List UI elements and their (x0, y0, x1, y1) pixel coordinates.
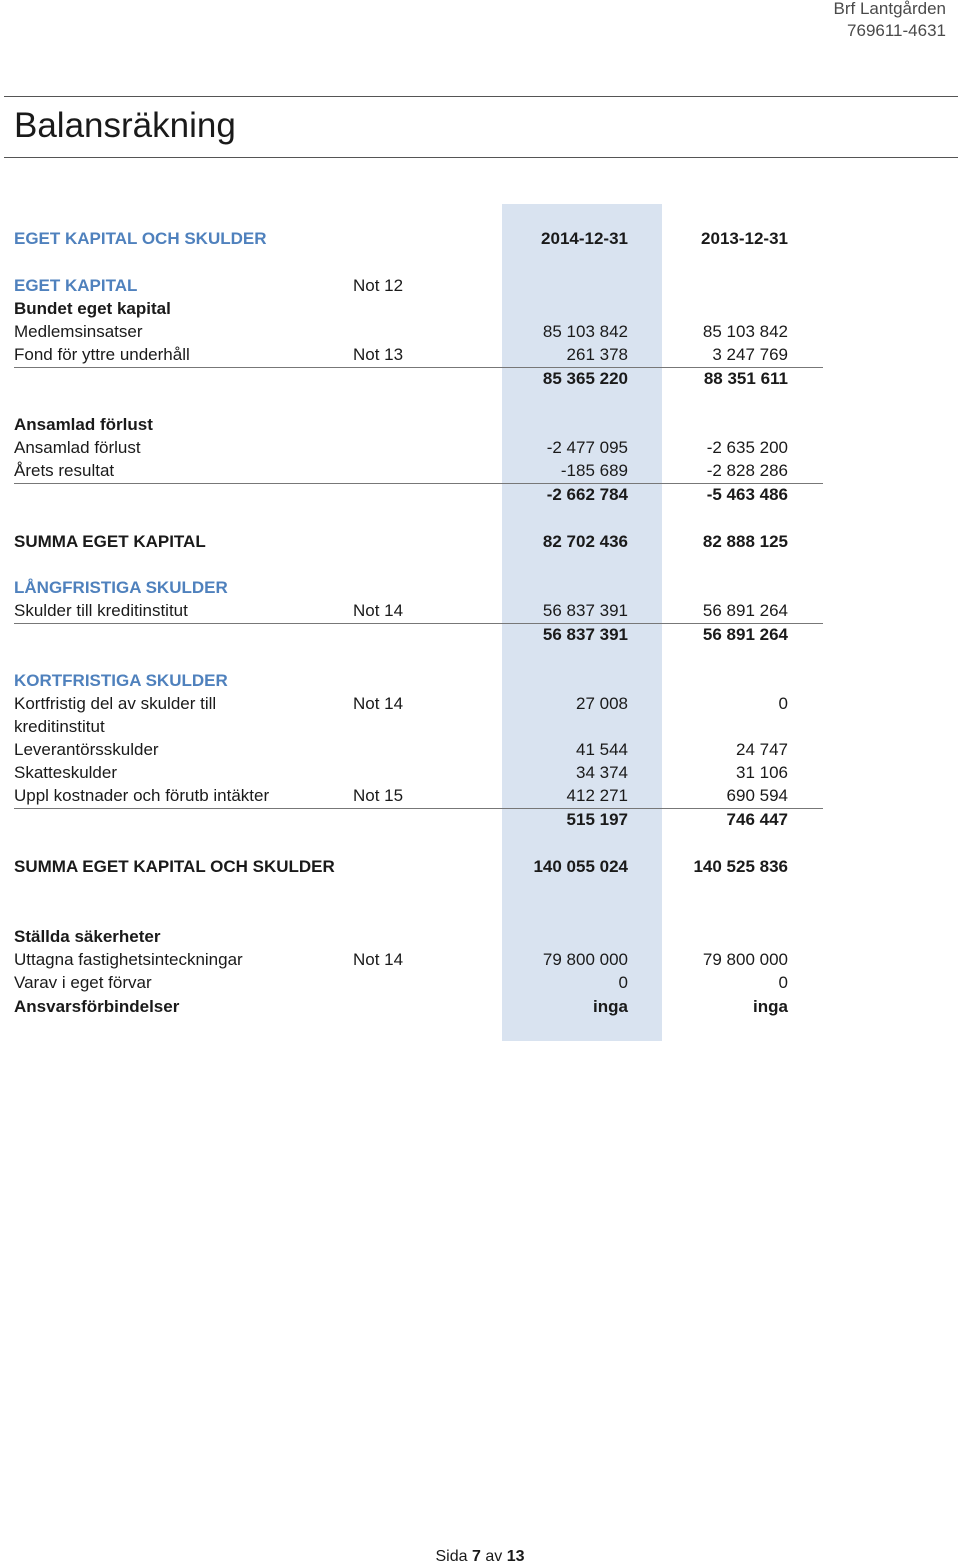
table-row (14, 971, 824, 994)
row-label: Varav i eget förvar (14, 973, 152, 992)
row-label: Skatteskulder (14, 763, 117, 782)
ansvar-2013: inga (753, 997, 788, 1016)
row-label-line2: kreditinstitut (14, 717, 105, 736)
total-2013: 82 888 125 (702, 532, 788, 551)
subtotal-row (14, 623, 824, 646)
row-label: Uppl kostnader och förutb intäkter (14, 786, 270, 805)
value-2013: 0 (778, 694, 788, 713)
note-ref: Not 14 (353, 694, 404, 713)
value-2013: 24 747 (736, 740, 788, 759)
value-2013: 690 594 (726, 786, 788, 805)
footer-prefix: Sida (435, 1548, 468, 1565)
value-2013: -2 828 286 (706, 461, 788, 480)
org-number: 769611-4631 (847, 21, 946, 40)
section-title: EGET KAPITAL OCH SKULDER (14, 229, 267, 248)
subtotal-2014: -2 662 784 (546, 485, 628, 504)
ansvar-label: Ansvarsförbindelser (14, 997, 180, 1016)
value-2013: 31 106 (736, 763, 788, 782)
note-ref: Not 13 (353, 345, 404, 364)
document-header (834, 0, 946, 42)
value-2014: -185 689 (560, 461, 628, 480)
column-header-2014: 2014-12-31 (541, 229, 628, 248)
value-2013: 3 247 769 (712, 345, 788, 364)
row-label: Årets resultat (14, 461, 115, 480)
note-ref: Not 15 (353, 786, 404, 805)
value-2014: 56 837 391 (542, 601, 628, 620)
title-rule-bottom (4, 157, 958, 158)
eget-kapital-heading-row (14, 274, 824, 297)
subtotal-row (14, 808, 824, 831)
subtotal-row (14, 367, 824, 390)
ansvar-2014: inga (593, 997, 628, 1016)
grand-total-row (14, 855, 824, 878)
subtotal-row (14, 483, 824, 506)
value-2014: 412 271 (566, 786, 628, 805)
column-header-2013: 2013-12-31 (701, 229, 788, 248)
total-row (14, 530, 824, 553)
kortfristiga-heading: KORTFRISTIGA SKULDER (14, 671, 228, 690)
stallda-heading: Ställda säkerheter (14, 927, 161, 946)
subtotal-2013: -5 463 486 (706, 485, 788, 504)
note-ref: Not 14 (353, 950, 404, 969)
bundet-heading: Bundet eget kapital (14, 299, 171, 318)
table-row (14, 459, 824, 482)
grand-total-label: SUMMA EGET KAPITAL OCH SKULDER (14, 857, 335, 876)
table-row (14, 692, 824, 715)
value-2013: 85 103 842 (702, 322, 788, 341)
subtotal-2013: 746 447 (726, 810, 788, 829)
value-2013: 0 (778, 973, 788, 992)
note-ref: Not 12 (353, 276, 404, 295)
table-row (14, 343, 824, 366)
table-row-continuation (14, 715, 824, 738)
total-label: SUMMA EGET KAPITAL (14, 532, 206, 551)
footer-sep: av (485, 1548, 503, 1565)
row-label: Medlemsinsatser (14, 322, 143, 341)
row-label: Uttagna fastighetsinteckningar (14, 950, 243, 969)
row-label: Kortfristig del av skulder till (14, 694, 217, 713)
value-2014: -2 477 095 (546, 438, 628, 457)
table-row (14, 784, 824, 807)
eget-kapital-heading: EGET KAPITAL (14, 276, 138, 295)
table-row (14, 599, 824, 622)
forlust-heading-row (14, 413, 824, 436)
subtotal-2013: 88 351 611 (703, 369, 788, 388)
value-2013: 79 800 000 (702, 950, 788, 969)
row-label: Skulder till kreditinstitut (14, 601, 188, 620)
value-2014: 0 (618, 973, 628, 992)
stallda-heading-row (14, 925, 824, 948)
row-label: Ansamlad förlust (14, 438, 141, 457)
value-2014: 27 008 (576, 694, 628, 713)
table-row (14, 436, 824, 459)
title-rule-top (4, 96, 958, 97)
value-2014: 261 378 (566, 345, 628, 364)
grand-total-2013: 140 525 836 (693, 857, 788, 876)
subtotal-2014: 85 365 220 (542, 369, 628, 388)
value-2014: 79 800 000 (542, 950, 628, 969)
langfristiga-heading-row (14, 576, 824, 599)
subtotal-2014: 515 197 (566, 810, 628, 829)
grand-total-2014: 140 055 024 (533, 857, 628, 876)
footer-page-total: 13 (506, 1548, 525, 1565)
kortfristiga-heading-row (14, 669, 824, 692)
value-2013: -2 635 200 (706, 438, 788, 457)
note-ref: Not 14 (353, 601, 404, 620)
value-2014: 41 544 (576, 740, 628, 759)
subtotal-2013: 56 891 264 (702, 625, 788, 644)
subtotal-2014: 56 837 391 (542, 625, 628, 644)
langfristiga-heading: LÅNGFRISTIGA SKULDER (14, 578, 228, 597)
table-row (14, 948, 824, 971)
table-header-row (14, 227, 824, 250)
value-2014: 34 374 (576, 763, 628, 782)
value-2014: 85 103 842 (542, 322, 628, 341)
ansvar-row (14, 995, 824, 1018)
row-label: Leverantörsskulder (14, 740, 159, 759)
row-label: Fond för yttre underhåll (14, 345, 190, 364)
page-footer (0, 1546, 960, 1568)
bundet-heading-row (14, 297, 824, 320)
forlust-heading: Ansamlad förlust (14, 415, 153, 434)
table-row (14, 320, 824, 343)
total-2014: 82 702 436 (542, 532, 628, 551)
footer-page-number: 7 (471, 1548, 481, 1565)
page-title: Balansräkning (14, 106, 236, 145)
value-2013: 56 891 264 (702, 601, 788, 620)
table-row (14, 738, 824, 761)
table-row (14, 761, 824, 784)
org-name: Brf Lantgården (833, 0, 946, 18)
